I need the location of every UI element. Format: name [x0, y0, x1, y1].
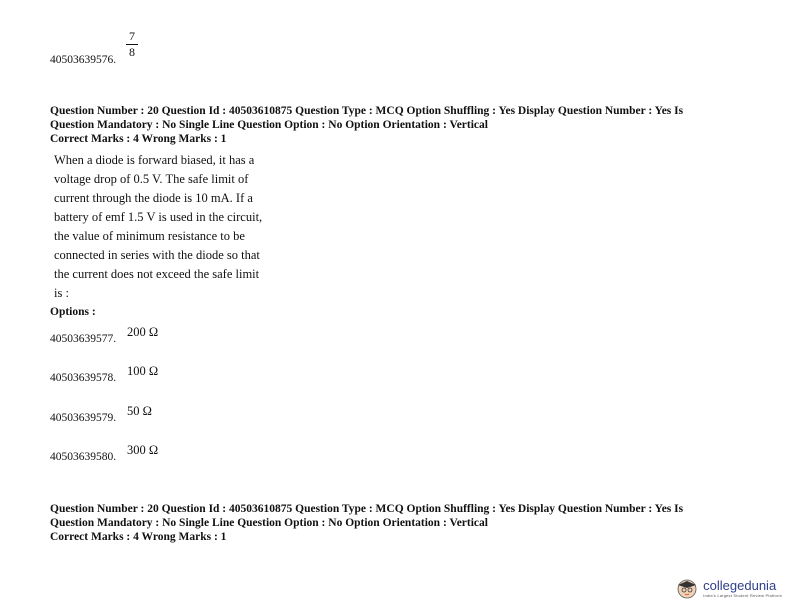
options-label: Options : — [50, 306, 96, 318]
question-line: voltage drop of 0.5 V. The safe limit of — [54, 172, 249, 186]
question-meta — [50, 104, 750, 146]
fraction-numerator: 7 — [129, 29, 135, 43]
question-line: When a diode is forward biased, it has a — [54, 153, 255, 167]
prev-option-id: 40503639576. — [50, 54, 117, 66]
option-value: 300 Ω — [127, 443, 159, 457]
question-line: battery of emf 1.5 V is used in the circuit, — [54, 210, 263, 224]
logo-tagline: India's Largest Student Review Platform — [703, 592, 782, 598]
question-meta-line1: Question Number : 20 Question Id : 40503610875 Question Type : MCQ Option Shuffling : Yes Display Question Number : Yes Is — [50, 503, 684, 515]
option-id: 40503639578. — [50, 372, 117, 384]
prev-option-fraction — [126, 30, 138, 59]
option-value: 50 Ω — [127, 404, 152, 418]
question-meta-line2: Question Mandatory : No Single Line Question Option : No Option Orientation : Vertical — [50, 517, 488, 529]
collegedunia-logo — [675, 576, 782, 600]
mascot-icon — [675, 576, 699, 600]
question-line: the current does not exceed the safe limit — [54, 267, 260, 281]
fraction-denominator: 8 — [129, 45, 135, 59]
question-meta-2 — [50, 502, 750, 544]
question-meta-line2: Question Mandatory : No Single Line Question Option : No Option Orientation : Vertical — [50, 119, 488, 131]
logo-name: collegedunia — [703, 577, 777, 593]
option-value: 100 Ω — [127, 364, 159, 378]
question-marks: Correct Marks : 4 Wrong Marks : 1 — [50, 133, 227, 145]
question-text — [54, 151, 294, 303]
option-id: 40503639580. — [50, 451, 117, 463]
question-line: is : — [54, 286, 69, 300]
option-value: 200 Ω — [127, 325, 159, 339]
question-marks: Correct Marks : 4 Wrong Marks : 1 — [50, 531, 227, 543]
question-line: current through the diode is 10 mA. If a — [54, 191, 253, 205]
question-meta-line1: Question Number : 20 Question Id : 40503610875 Question Type : MCQ Option Shuffling : Yes Display Question Number : Yes Is — [50, 105, 684, 117]
option-id: 40503639579. — [50, 412, 117, 424]
question-line: the value of minimum resistance to be — [54, 229, 245, 243]
question-line: connected in series with the diode so that — [54, 248, 260, 262]
option-id: 40503639577. — [50, 333, 117, 345]
